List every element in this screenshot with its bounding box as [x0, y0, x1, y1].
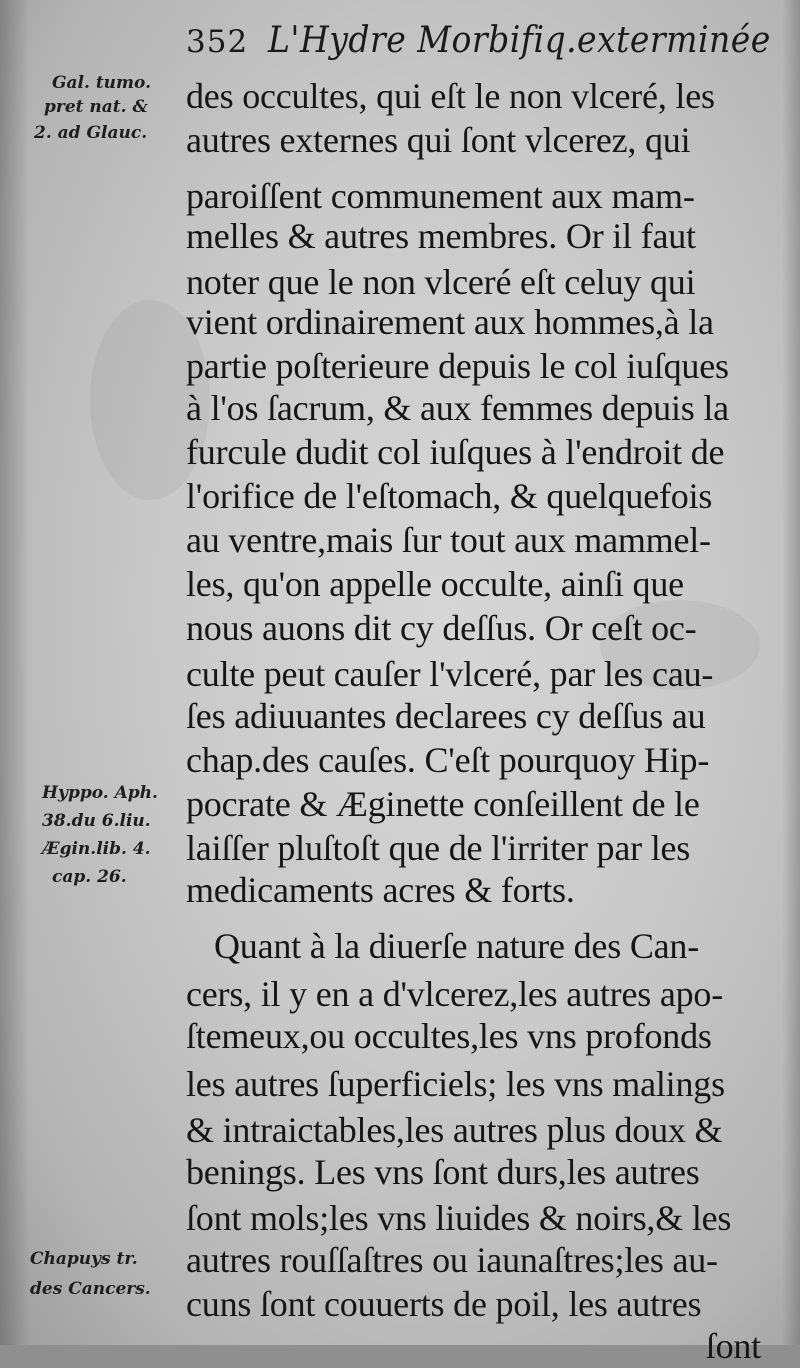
text-line: furcule dudit col iuſques à l'endroit de	[186, 432, 725, 472]
text-line: des occultes, qui eſt le non vlceré, les	[186, 76, 715, 116]
text-line: ſes adiuuantes declarees cy deſſus au	[186, 696, 706, 736]
margin-note-line: pret nat. &	[44, 97, 148, 117]
text-line: à l'os ſacrum, & aux femmes depuis la	[186, 388, 729, 428]
margin-note-line: cap. 26.	[52, 867, 127, 887]
margin-note-line: Ægin.lib. 4.	[42, 839, 151, 859]
running-title: L'Hydre Morbifiq.exterminée	[268, 20, 771, 61]
text-line: cuns ſont couuerts de poil, les autres	[186, 1284, 702, 1324]
text-line: melles & autres membres. Or il faut	[186, 216, 696, 256]
margin-note-line: Hyppo. Aph.	[42, 783, 158, 803]
page-edge-shadow	[782, 0, 800, 1345]
margin-note-line: Chapuys tr.	[30, 1249, 138, 1269]
text-line: nous auons dit cy deſſus. Or ceſt oc-	[186, 608, 697, 648]
text-line: paroiſſent communement aux mam-	[186, 176, 695, 216]
text-line: noter que le non vlceré eſt celuy qui	[186, 262, 696, 302]
text-line: benings. Les vns ſont durs,les autres	[186, 1152, 700, 1192]
text-line: & intraictables,les autres plus doux &	[186, 1110, 723, 1150]
margin-note-line: des Cancers.	[30, 1279, 151, 1299]
text-line: cers, il y en a d'vlcerez,les autres apo-	[186, 974, 724, 1014]
margin-note-line: Gal. tumo.	[52, 73, 151, 93]
text-line: chap.des cauſes. C'eſt pourquoy Hip-	[186, 740, 710, 780]
text-line: ſont mols;les vns liuides & noirs,& les	[186, 1198, 732, 1238]
text-line: ſtemeux,ou occultes,les vns profonds	[186, 1016, 712, 1056]
text-line: les, qu'on appelle occulte, ainſi que	[186, 564, 684, 604]
text-line: medicaments acres & forts.	[186, 870, 575, 910]
catchword: ſont	[705, 1326, 761, 1366]
page-number: 352	[186, 24, 249, 60]
margin-note-line: 38.du 6.liu.	[42, 811, 151, 831]
paragraph-opening-line: Quant à la diuerſe nature des Can-	[214, 926, 700, 966]
text-line: l'orifice de l'eſtomach, & quelquefois	[186, 476, 713, 516]
text-line: autres rouſſaſtres ou iaunaſtres;les au-	[186, 1240, 718, 1280]
gutter-shadow	[0, 0, 30, 1345]
text-line: autres externes qui ſont vlcerez, qui	[186, 120, 691, 160]
text-line: au ventre,mais ſur tout aux mammel-	[186, 520, 711, 560]
text-line: partie poſterieure depuis le col iuſques	[186, 346, 729, 386]
text-line: culte peut cauſer l'vlceré, par les cau-	[186, 654, 714, 694]
text-line: pocrate & Æginette conſeillent de le	[186, 784, 700, 824]
text-line: laiſſer pluſtoſt que de l'irriter par les	[186, 828, 691, 868]
page-header	[186, 14, 771, 68]
margin-note-line: 2. ad Glauc.	[34, 123, 148, 143]
text-line: vient ordinairement aux hommes,à la	[186, 302, 714, 342]
text-line: les autres ſuperficiels; les vns malings	[186, 1064, 725, 1104]
